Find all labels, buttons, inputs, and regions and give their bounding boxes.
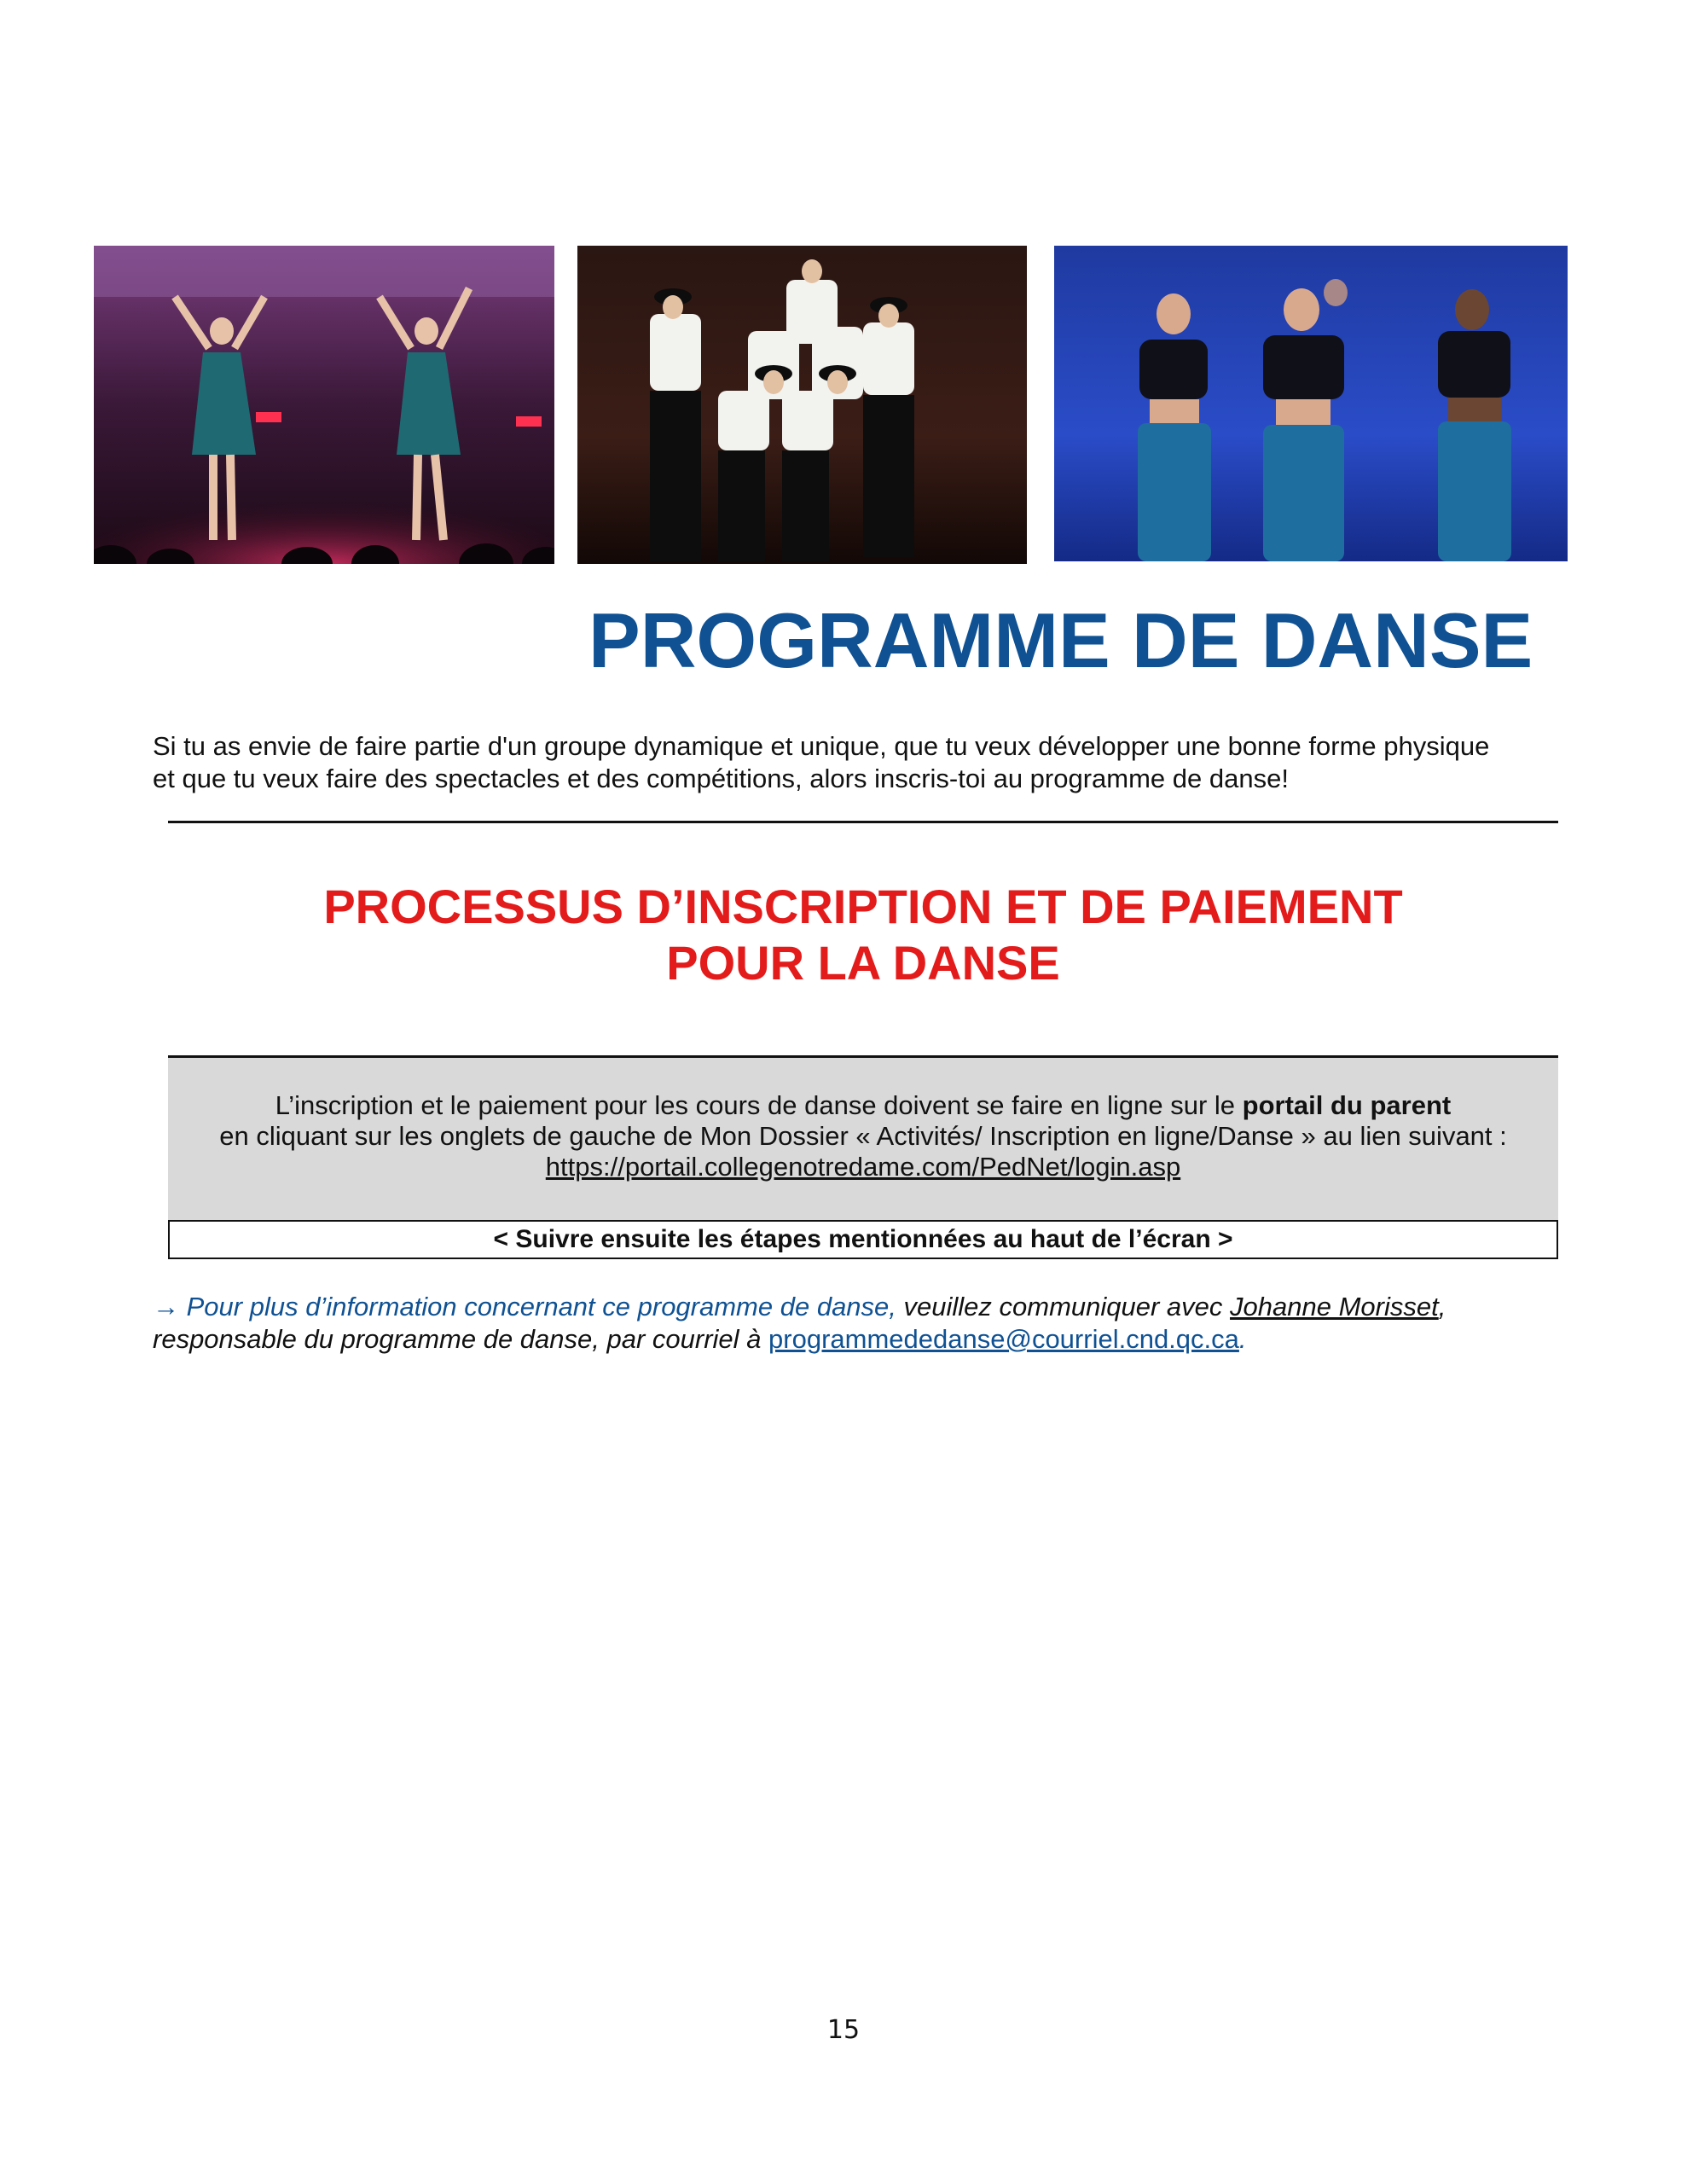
registration-info-box <box>168 1058 1558 1220</box>
process-heading-line-2: POUR LA DANSE <box>666 936 1060 990</box>
dance-photo-group-hats <box>577 246 1027 564</box>
dance-photo-trio-blue <box>1054 246 1568 561</box>
contact-middle-text: veuillez communiquer avec <box>896 1292 1231 1321</box>
contact-line-2-text: responsable du programme de danse, par courriel à <box>153 1324 769 1354</box>
intro-paragraph <box>153 730 1568 795</box>
intro-line-1: Si tu as envie de faire partie d'un groupe dynamique et unique, que tu veux développer une bonne forme physique <box>153 731 1490 761</box>
contact-paragraph <box>153 1291 1568 1356</box>
email-link[interactable]: programmededanse@courriel.cnd.qc.ca <box>768 1324 1239 1354</box>
contact-end: . <box>1238 1324 1247 1354</box>
registration-line-1 <box>168 1090 1558 1121</box>
page-number: 15 <box>826 2015 861 2045</box>
process-heading <box>168 879 1558 991</box>
page-title: PROGRAMME DE DANSE <box>588 598 1533 684</box>
divider-top <box>168 821 1558 823</box>
intro-line-2: et que tu veux faire des spectacles et des compétitions, alors inscris-toi au programme de danse! <box>153 764 1289 793</box>
registration-line-2: en cliquant sur les onglets de gauche de Mon Dossier « Activités/ Inscription en ligne/Danse » au lien suivant : <box>219 1121 1507 1151</box>
process-heading-line-1: PROCESSUS D’INSCRIPTION ET DE PAIEMENT <box>323 880 1403 933</box>
more-info-text: → Pour plus d’information concernant ce programme de danse, <box>153 1292 896 1321</box>
steps-instruction: < Suivre ensuite les étapes mentionnées au haut de l’écran > <box>168 1220 1558 1259</box>
contact-comma: , <box>1438 1292 1446 1321</box>
registration-line-1-text: L’inscription et le paiement pour les cours de danse doivent se faire en ligne sur le <box>275 1090 1243 1120</box>
portal-link[interactable]: https://portail.collegenotredame.com/PedNet/login.asp <box>545 1152 1181 1182</box>
contact-name: Johanne Morisset <box>1230 1292 1439 1321</box>
parent-portal-label: portail du parent <box>1242 1090 1452 1120</box>
dance-photo-duo <box>94 246 554 564</box>
